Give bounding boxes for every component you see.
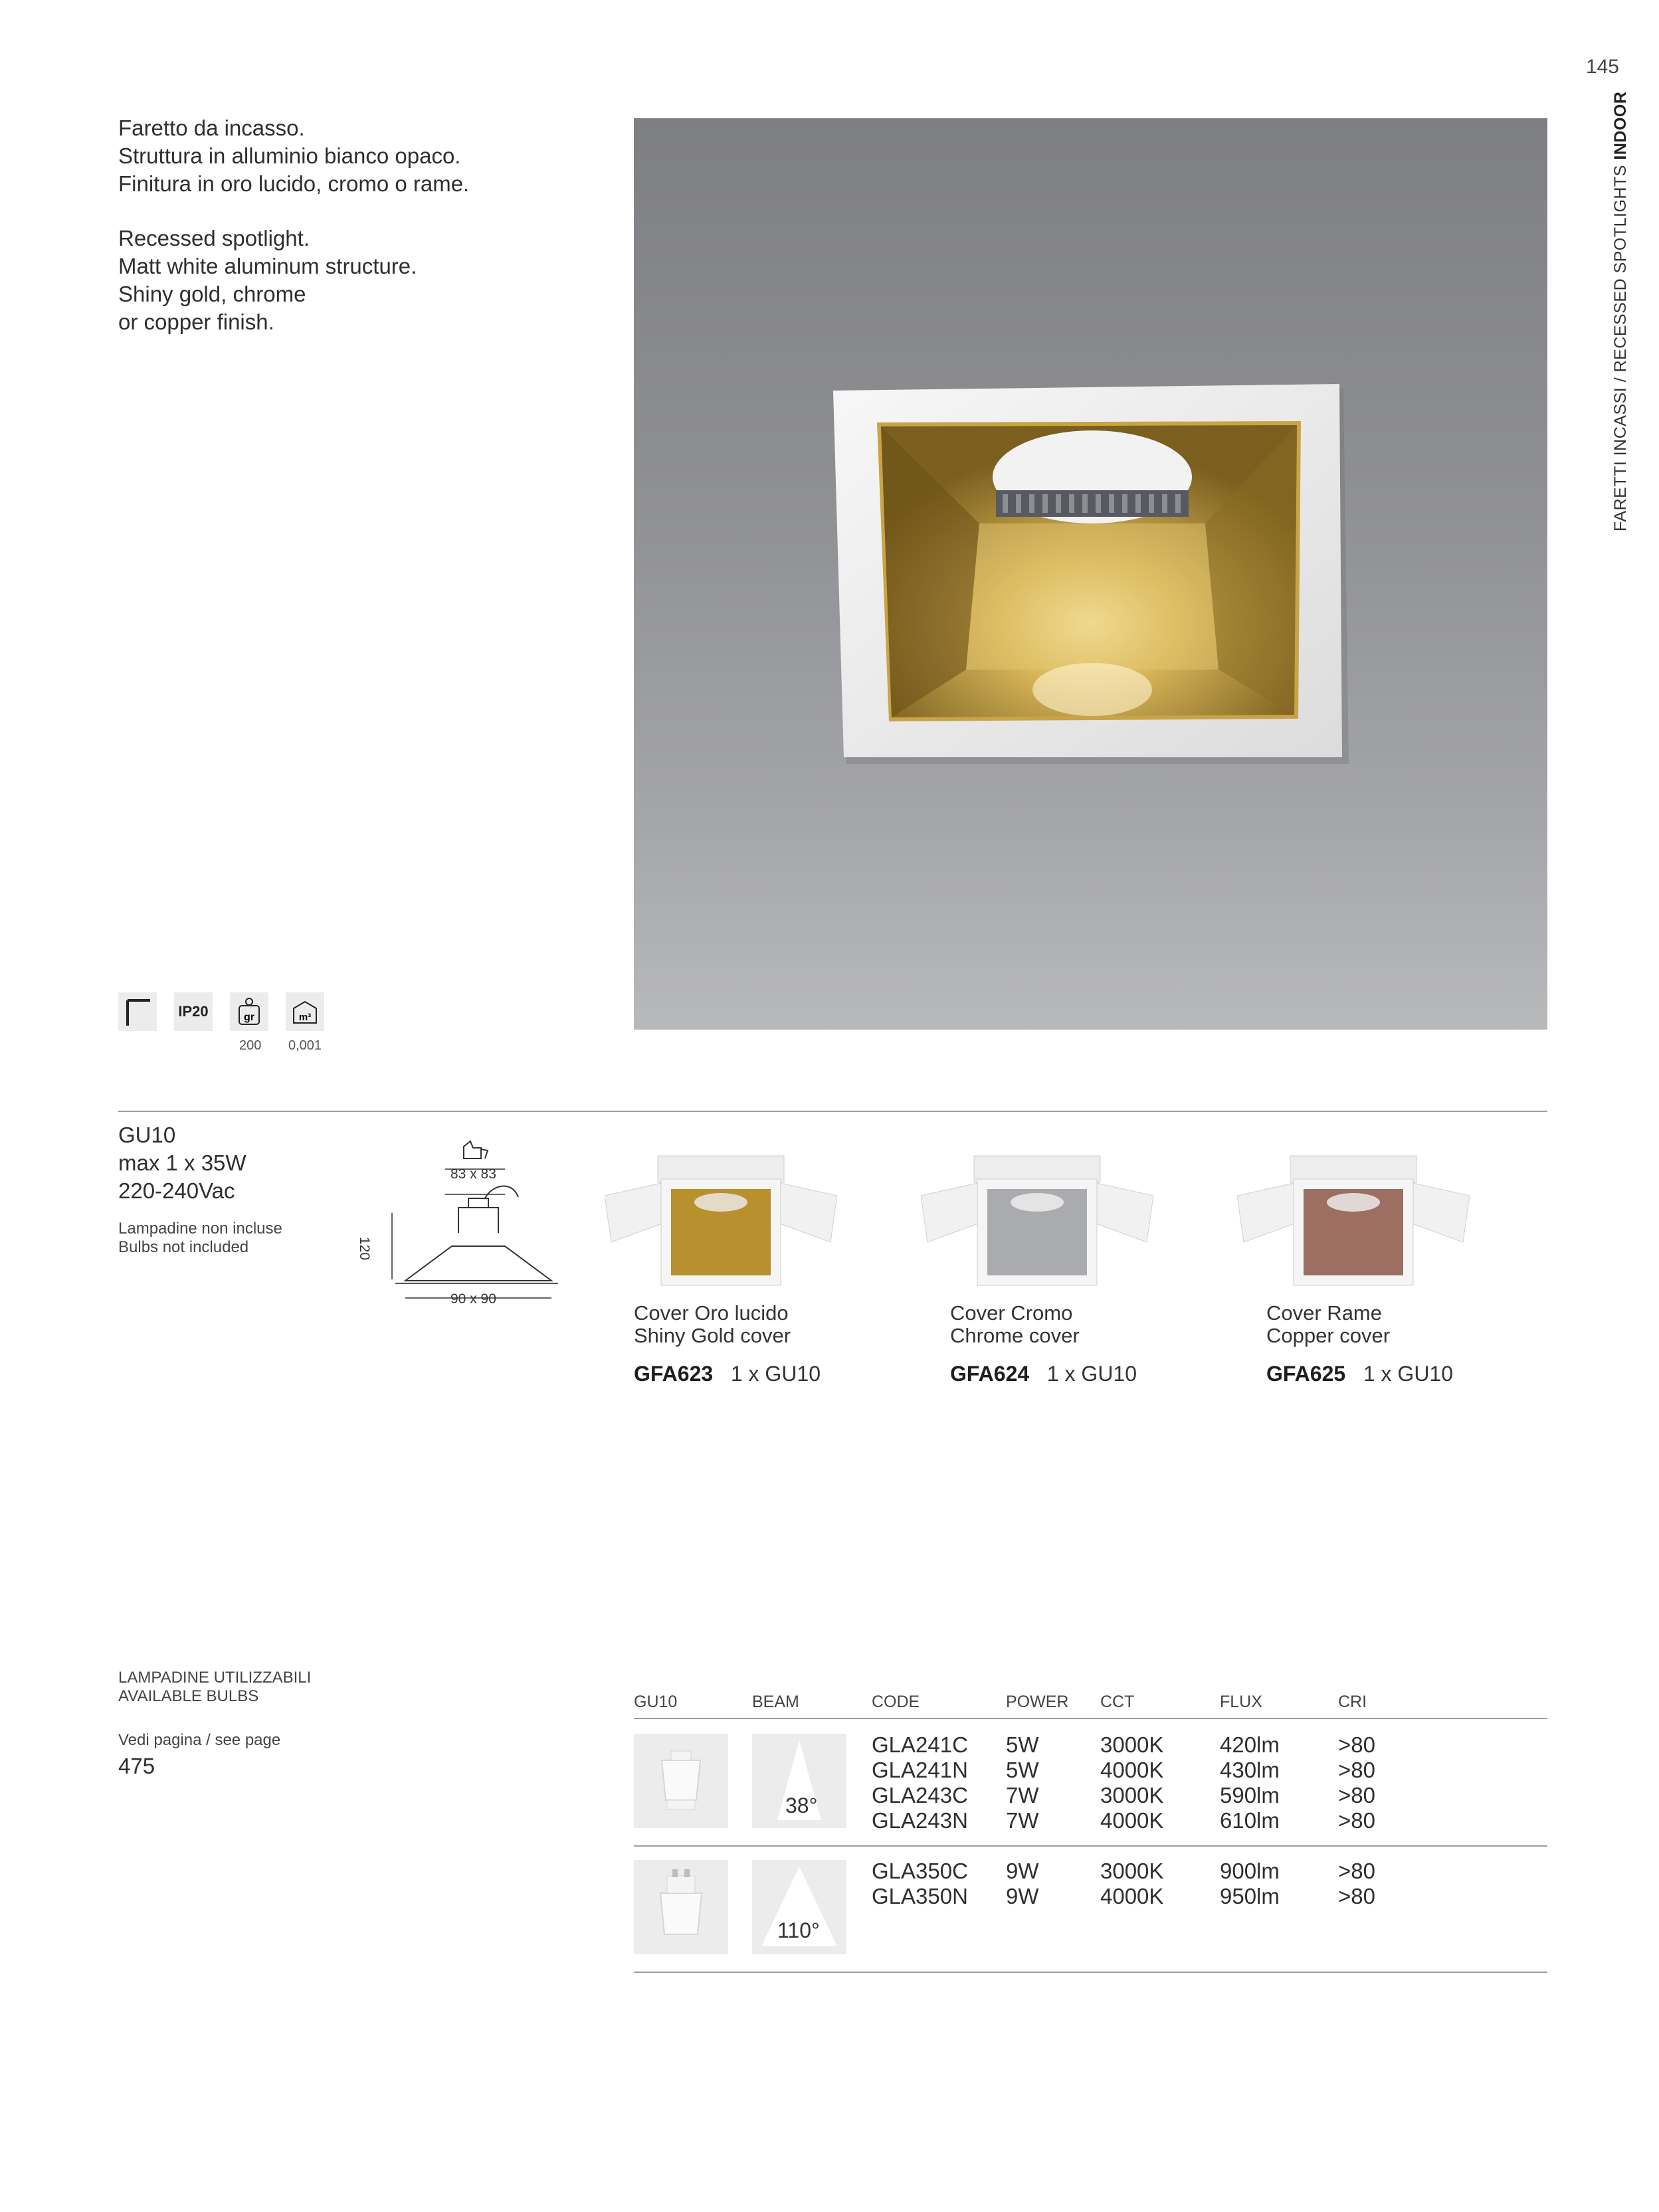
bulb-power: 5W — [1006, 1758, 1039, 1782]
bulb-image-gu10-wide — [634, 1860, 728, 1954]
cct-column — [1100, 1732, 1163, 1833]
code-column — [872, 1859, 968, 1909]
weight-glyph — [230, 992, 268, 1031]
see-page-label: Vedi pagina / see page — [118, 1731, 281, 1749]
max-power: max 1 x 35W — [118, 1151, 246, 1175]
product-name-it: Cover Rame — [1266, 1301, 1382, 1325]
bulb-power: 7W — [1006, 1783, 1039, 1807]
desc-en-line: Recessed spotlight. — [118, 226, 310, 250]
bulb-code: GLA243C — [872, 1783, 968, 1807]
product-code: GFA625 — [1266, 1362, 1346, 1386]
bulb-code: GLA243N — [872, 1808, 968, 1833]
bulb-cri: >80 — [1338, 1859, 1375, 1883]
bulb-cri: >80 — [1338, 1758, 1375, 1782]
ceiling-mount-glyph — [118, 992, 157, 1031]
bulb-power: 9W — [1006, 1884, 1039, 1908]
gu10-bulb-glyph — [634, 1734, 728, 1828]
volume-symbol: m³ — [298, 1012, 312, 1023]
desc-it-line: Faretto da incasso. — [118, 116, 305, 140]
description-en — [118, 225, 417, 336]
beam-angle: 38° — [785, 1794, 818, 1817]
desc-en-line: Matt white aluminum structure. — [118, 254, 417, 278]
desc-en-line: Shiny gold, chrome — [118, 282, 306, 306]
product-name-en: Copper cover — [1266, 1324, 1391, 1347]
bulb-cri: >80 — [1338, 1884, 1375, 1908]
product-caption-copper — [1266, 1302, 1390, 1347]
cri-column — [1338, 1859, 1375, 1909]
table-bottom-rule — [634, 1972, 1547, 1973]
product-name-it: Cover Oro lucido — [634, 1301, 789, 1325]
product-bulb: 1 x GU10 — [1363, 1362, 1454, 1386]
product-name-en: Chrome cover — [950, 1324, 1080, 1347]
header-flux: FLUX — [1220, 1693, 1262, 1711]
bulb-cct: 3000K — [1100, 1783, 1164, 1807]
product-name-it: Cover Cromo — [950, 1301, 1073, 1325]
bulb-flux: 610lm — [1220, 1808, 1280, 1833]
product-caption-gold — [634, 1302, 791, 1347]
flux-column — [1220, 1732, 1280, 1833]
cct-column — [1100, 1859, 1163, 1909]
beam-angle: 110° — [777, 1918, 820, 1942]
bulb-cri: >80 — [1338, 1732, 1375, 1757]
bulb-cri: >80 — [1338, 1808, 1375, 1833]
ip-rating-icon: IP20 — [174, 992, 213, 1031]
flux-column — [1220, 1859, 1280, 1909]
ceiling-mount-icon — [118, 992, 157, 1031]
volume-glyph — [286, 992, 324, 1031]
product-photo — [634, 118, 1547, 1030]
bulb-code: GLA241N — [872, 1758, 968, 1782]
specs-block — [118, 1121, 246, 1205]
section-side-label — [1611, 92, 1630, 531]
header-code: CODE — [872, 1693, 920, 1711]
product-image-chrome — [921, 1143, 1153, 1289]
bulb-power: 7W — [1006, 1808, 1039, 1833]
bulb-note-en: Bulbs not included — [118, 1238, 249, 1256]
power-column — [1006, 1732, 1039, 1833]
product-code-gold — [634, 1362, 821, 1386]
bulbs-title-en: AVAILABLE BULBS — [118, 1687, 259, 1705]
volume-icon — [286, 992, 324, 1031]
table-header-rule — [634, 1718, 1547, 1719]
gu10-bulb-glyph — [634, 1860, 728, 1954]
bulb-code: GLA241C — [872, 1732, 968, 1757]
side-label-bold: INDOOR — [1611, 91, 1630, 160]
header-cct: CCT — [1100, 1693, 1135, 1711]
bulb-cct: 4000K — [1100, 1884, 1164, 1908]
see-page-number: 475 — [118, 1754, 155, 1778]
power-column — [1006, 1859, 1039, 1909]
product-bulb: 1 x GU10 — [1046, 1362, 1137, 1386]
header-gu10: GU10 — [634, 1693, 678, 1711]
cri-column — [1338, 1732, 1375, 1833]
bulb-cri: >80 — [1338, 1783, 1375, 1807]
product-code: GFA623 — [634, 1362, 714, 1386]
page-number: 145 — [1585, 56, 1619, 78]
desc-it-line: Struttura in alluminio bianco opaco. — [118, 143, 461, 168]
height-dimension: 120 — [357, 1237, 372, 1261]
weight-icon — [230, 992, 268, 1031]
bulb-code: GLA350C — [872, 1859, 968, 1883]
bulb-flux: 420lm — [1220, 1732, 1280, 1757]
header-beam: BEAM — [752, 1693, 799, 1711]
desc-en-line: or copper finish. — [118, 310, 274, 334]
weight-value: 200 — [239, 1038, 262, 1053]
product-image-copper — [1237, 1143, 1470, 1289]
product-code: GFA624 — [950, 1362, 1030, 1386]
weight-symbol: gr — [244, 1012, 254, 1023]
product-code-chrome — [950, 1362, 1137, 1386]
recessed-spotlight-illustration — [634, 118, 1547, 1030]
section-divider — [118, 1111, 1547, 1112]
bulb-image-gu10 — [634, 1734, 728, 1828]
cutout-dimension: 83 x 83 — [450, 1166, 496, 1182]
bulb-flux: 900lm — [1220, 1859, 1280, 1883]
copper-cover-illustration — [1237, 1143, 1470, 1289]
side-label-text: FARETTI INCASSI / RECESSED SPOTLIGHTS — [1611, 165, 1630, 531]
bulb-cct: 4000K — [1100, 1808, 1164, 1833]
product-name-en: Shiny Gold cover — [634, 1324, 791, 1347]
bulbs-title — [118, 1669, 311, 1706]
product-caption-chrome — [950, 1302, 1080, 1347]
group-divider — [634, 1845, 1547, 1847]
bulb-flux: 950lm — [1220, 1884, 1280, 1908]
product-code-copper — [1266, 1362, 1453, 1386]
bulb-cct: 3000K — [1100, 1859, 1164, 1883]
header-power: POWER — [1006, 1693, 1069, 1711]
bulb-flux: 590lm — [1220, 1783, 1280, 1807]
size-dimension: 90 x 90 — [450, 1291, 496, 1307]
chrome-cover-illustration — [921, 1143, 1153, 1289]
volume-value: 0,001 — [288, 1038, 322, 1053]
bulb-code: GLA350N — [872, 1884, 968, 1908]
bulb-power: 9W — [1006, 1859, 1039, 1883]
description-it — [118, 114, 469, 198]
gold-cover-illustration — [605, 1143, 837, 1289]
bulb-flux: 430lm — [1220, 1758, 1280, 1782]
bulb-note — [118, 1220, 282, 1257]
bulbs-title-it: LAMPADINE UTILIZZABILI — [118, 1669, 312, 1687]
bulb-note-it: Lampadine non incluse — [118, 1220, 282, 1238]
bulb-cct: 4000K — [1100, 1758, 1164, 1782]
product-bulb: 1 x GU10 — [730, 1362, 821, 1386]
socket-type: GU10 — [118, 1123, 176, 1147]
voltage: 220-240Vac — [118, 1178, 235, 1203]
bulb-power: 5W — [1006, 1732, 1039, 1757]
code-column — [872, 1732, 968, 1833]
product-image-gold — [605, 1143, 837, 1289]
desc-it-line: Finitura in oro lucido, cromo o rame. — [118, 171, 470, 196]
header-cri: CRI — [1338, 1693, 1367, 1711]
bulb-cct: 3000K — [1100, 1732, 1164, 1757]
